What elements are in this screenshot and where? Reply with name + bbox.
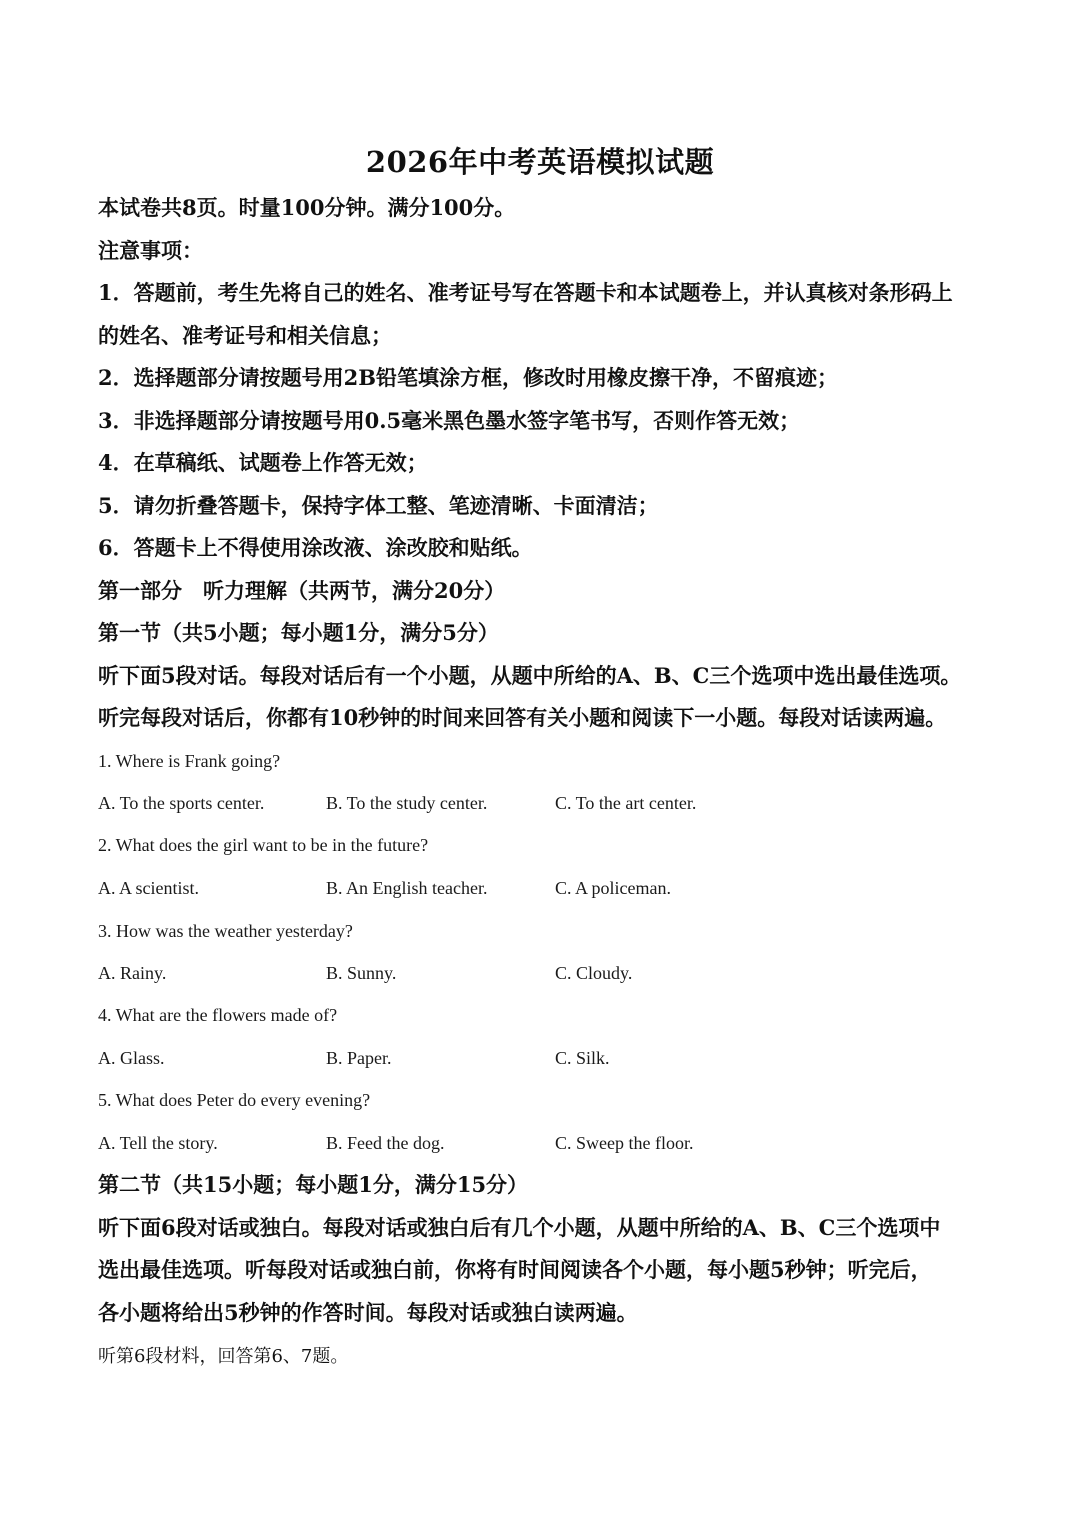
question-stem: 3. How was the weather yesterday? bbox=[98, 921, 353, 941]
option-c: C. Sweep the floor. bbox=[555, 1133, 694, 1153]
option-a: A. Rainy. bbox=[98, 963, 167, 983]
notice-item: 的姓名、准考证号和相关信息； bbox=[98, 323, 392, 348]
question-stem: 4. What are the flowers made of? bbox=[98, 1005, 338, 1025]
option-c: C. A policeman. bbox=[555, 878, 671, 898]
section-instructions: 听完每段对话后，你都有10秒钟的时间来回答有关小题和阅读下一小题。每段对话读两遍。 bbox=[98, 705, 947, 730]
section-instructions: 各小题将给出5秒钟的作答时间。每段对话或独白读两遍。 bbox=[98, 1300, 638, 1325]
option-b: B. Sunny. bbox=[326, 963, 397, 983]
notice-item: 6．答题卡上不得使用涂改液、涂改胶和贴纸。 bbox=[98, 535, 533, 560]
exam-intro: 本试卷共8页。时量100分钟。满分100分。 bbox=[98, 195, 516, 220]
notice-item: 4．在草稿纸、试题卷上作答无效； bbox=[98, 450, 428, 475]
section-heading: 第一节（共5小题；每小题1分，满分5分） bbox=[98, 620, 499, 645]
option-a: A. Tell the story. bbox=[98, 1133, 218, 1153]
section-instructions: 听下面6段对话或独白。每段对话或独白后有几个小题，从题中所给的A、B、C三个选项中 bbox=[98, 1215, 941, 1240]
page-title: 2026年中考英语模拟试题 bbox=[365, 145, 715, 179]
question-stem: 5. What does Peter do every evening? bbox=[98, 1090, 371, 1110]
notice-heading: 注意事项： bbox=[98, 238, 203, 263]
option-c: C. To the art center. bbox=[555, 793, 697, 813]
option-c: C. Cloudy. bbox=[555, 963, 633, 983]
option-c: C. Silk. bbox=[555, 1048, 610, 1068]
section-instructions: 选出最佳选项。听每段对话或独白前，你将有时间阅读各个小题，每小题5秒钟；听完后， bbox=[98, 1257, 932, 1282]
option-a: A. To the sports center. bbox=[98, 793, 265, 813]
option-b: B. To the study center. bbox=[326, 793, 488, 813]
notice-item: 3．非选择题部分请按题号用0.5毫米黑色墨水签字笔书写，否则作答无效； bbox=[98, 408, 801, 433]
notice-item: 2．选择题部分请按题号用2B铅笔填涂方框，修改时用橡皮擦干净，不留痕迹； bbox=[98, 365, 838, 390]
option-b: B. Paper. bbox=[326, 1048, 392, 1068]
section-instructions: 听下面5段对话。每段对话后有一个小题，从题中所给的A、B、C三个选项中选出最佳选项。 bbox=[98, 663, 962, 688]
option-a: A. A scientist. bbox=[98, 878, 200, 898]
notice-item: 1．答题前，考生先将自己的姓名、准考证号写在答题卡和本试题卷上，并认真核对条形码上 bbox=[98, 280, 953, 305]
question-stem: 2. What does the girl want to be in the future? bbox=[98, 835, 429, 855]
option-b: B. An English teacher. bbox=[326, 878, 488, 898]
question-stem: 1. Where is Frank going? bbox=[98, 751, 281, 771]
section-heading: 第二节（共15小题；每小题1分，满分15分） bbox=[98, 1172, 529, 1197]
option-a: A. Glass. bbox=[98, 1048, 165, 1068]
option-b: B. Feed the dog. bbox=[326, 1133, 445, 1153]
material-note: 听第6段材料，回答第6、7题。 bbox=[98, 1346, 349, 1367]
part-heading: 第一部分 听力理解（共两节，满分20分） bbox=[98, 578, 506, 603]
notice-item: 5．请勿折叠答题卡，保持字体工整、笔迹清晰、卡面清洁； bbox=[98, 493, 659, 518]
